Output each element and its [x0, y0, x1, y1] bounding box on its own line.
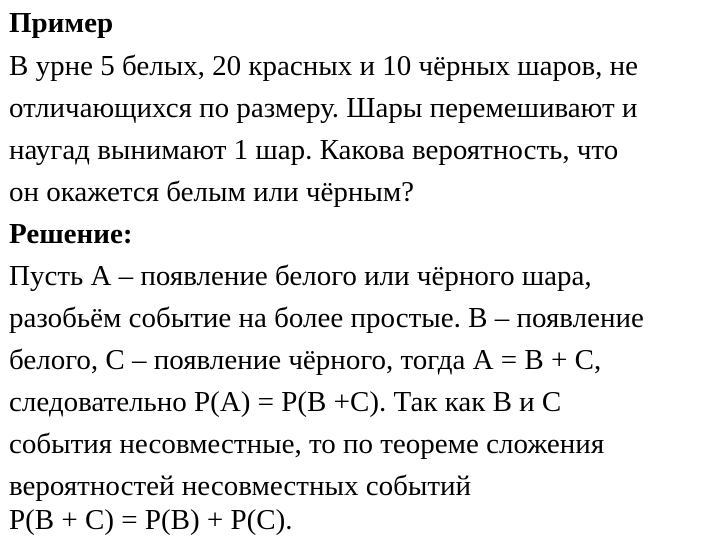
solution-text-line-1: Пусть А – появление белого или чёрного шара,	[9, 260, 592, 292]
solution-text-line-3: белого, С – появление чёрного, тогда А = В + С,	[9, 344, 602, 376]
solution-heading: Решение:	[9, 218, 133, 250]
example-text-line-3: наугад вынимают 1 шар. Какова вероятность, что	[9, 134, 619, 166]
solution-text-line-2: разобьём событие на более простые. В – появление	[9, 302, 644, 334]
example-text-line-2: отличающихся по размеру. Шары перемешивают и	[9, 92, 638, 124]
example-heading: Пример	[9, 7, 114, 39]
solution-text-line-4: следовательно Р(А) = Р(В +С). Так как В и С	[9, 386, 562, 418]
solution-formula-line: Р(В + С) = Р(В) + Р(С).	[9, 504, 293, 536]
example-text-line-1: В урне 5 белых, 20 красных и 10 чёрных шаров, не	[9, 50, 639, 82]
example-text-line-4: он окажется белым или чёрным?	[9, 176, 415, 208]
solution-text-line-5: события несовместные, то по теореме сложения	[9, 428, 605, 460]
solution-text-line-6: вероятностей несовместных событий	[9, 470, 472, 502]
